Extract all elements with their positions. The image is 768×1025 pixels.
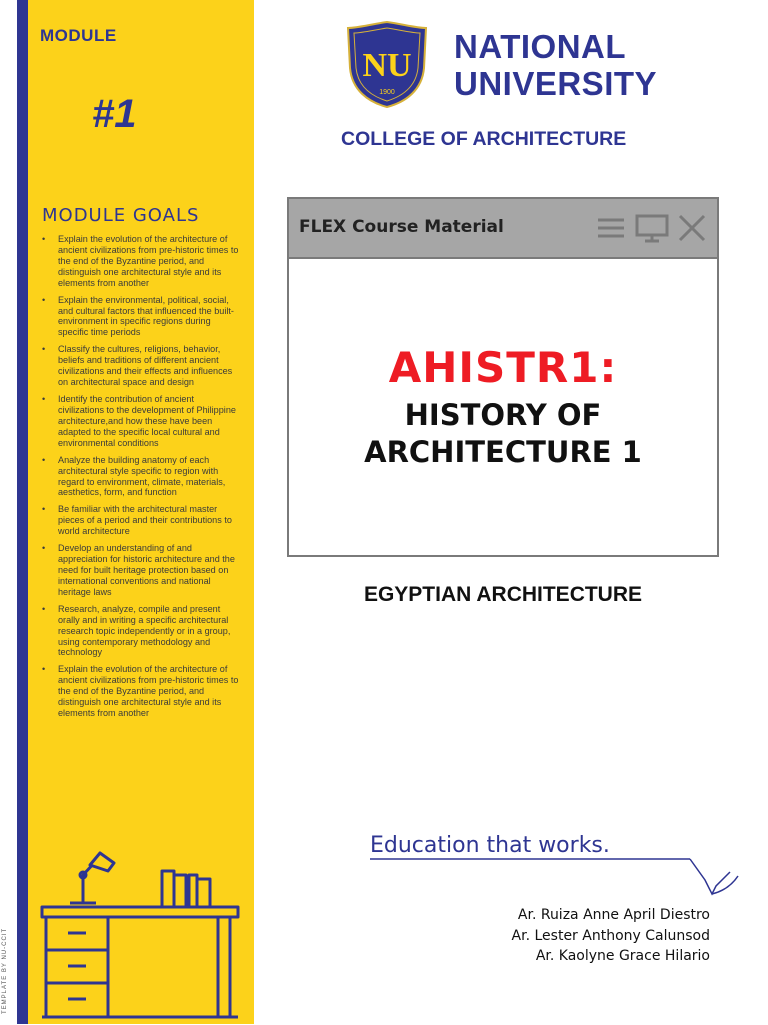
tagline: Education that works. [370,833,610,858]
logo-year: 1900 [379,89,395,96]
topic-title: EGYPTIAN ARCHITECTURE [363,583,643,606]
sidebar-blue-stripe [17,0,28,1024]
course-title-line1: HISTORY OF [404,398,602,432]
goal-item: • Explain the environmental, political, social, and cultural factors that influenced the built-environment in specific regions during specific time periods [40,295,242,339]
goal-item: • Research, analyze, compile and present orally and in writing a specific architectural research topic independently or in a group, using contemporary methodology and technology [40,604,242,659]
goal-item: • Explain the evolution of the architecture of ancient civilizations from pre-historic times to the end of the Byzantine period, and distinguish one architectural style and its elements from another [40,664,242,719]
goal-item: • Explain the evolution of the architecture of ancient civilizations from pre-historic times to the end of the Byzantine period, and distinguish one architectural style and its elements from another [40,234,242,289]
desk-illustration [38,845,243,1025]
course-code: AHISTR1: [388,343,618,392]
goal-item: • Analyze the building anatomy of each architectural style specific to region with regard to environment, climate, materials, aesthetics, form, and function [40,455,242,499]
course-title [289,397,717,471]
university-name [454,28,657,102]
goal-item: • Be familiar with the architectural master pieces of a period and their contributions to world architecture [40,504,242,537]
authors [512,905,710,967]
course-title-line2: ARCHITECTURE 1 [364,435,642,469]
goals-title: MODULE GOALS [42,205,200,226]
monitor-icon [635,213,669,248]
menu-icon [596,215,626,246]
author-name: Ar. Lester Anthony Calunsod [511,927,710,944]
svg-text:NU: NU [362,47,412,84]
module-label: MODULE [40,26,117,45]
college-name: COLLEGE OF ARCHITECTURE [341,128,627,150]
close-icon [677,213,707,248]
goal-item: • Develop an understanding of and appreciation for historic architecture and the need for built heritage protection based on international conventions and national heritage laws [40,543,242,598]
template-credit: TEMPLATE BY NU-CCIT [2,927,8,1014]
window-title: FLEX Course Material [299,217,504,237]
window-controls [592,213,707,248]
goal-item: • Classify the cultures, religions, behavior, beliefs and traditions of different ancient civilizations and their effects and influences on architectural space and design [40,344,242,388]
tagline-underline [370,858,745,900]
author-name: Ar. Kaolyne Grace Hilario [535,948,710,964]
window-titlebar [289,199,717,259]
university-name-line1: NATIONAL [454,28,627,65]
course-window [287,197,719,557]
university-name-line2: UNIVERSITY [454,65,658,102]
university-logo [346,20,428,108]
goals-list [40,234,242,725]
goal-item: • Identify the contribution of ancient civilizations to the development of Philippine architecture,and how these have been adapted to the specific local cultural and environmental conditions [40,394,242,449]
author-name: Ar. Ruiza Anne April Diestro [517,907,710,923]
module-number: #1 [92,92,137,136]
